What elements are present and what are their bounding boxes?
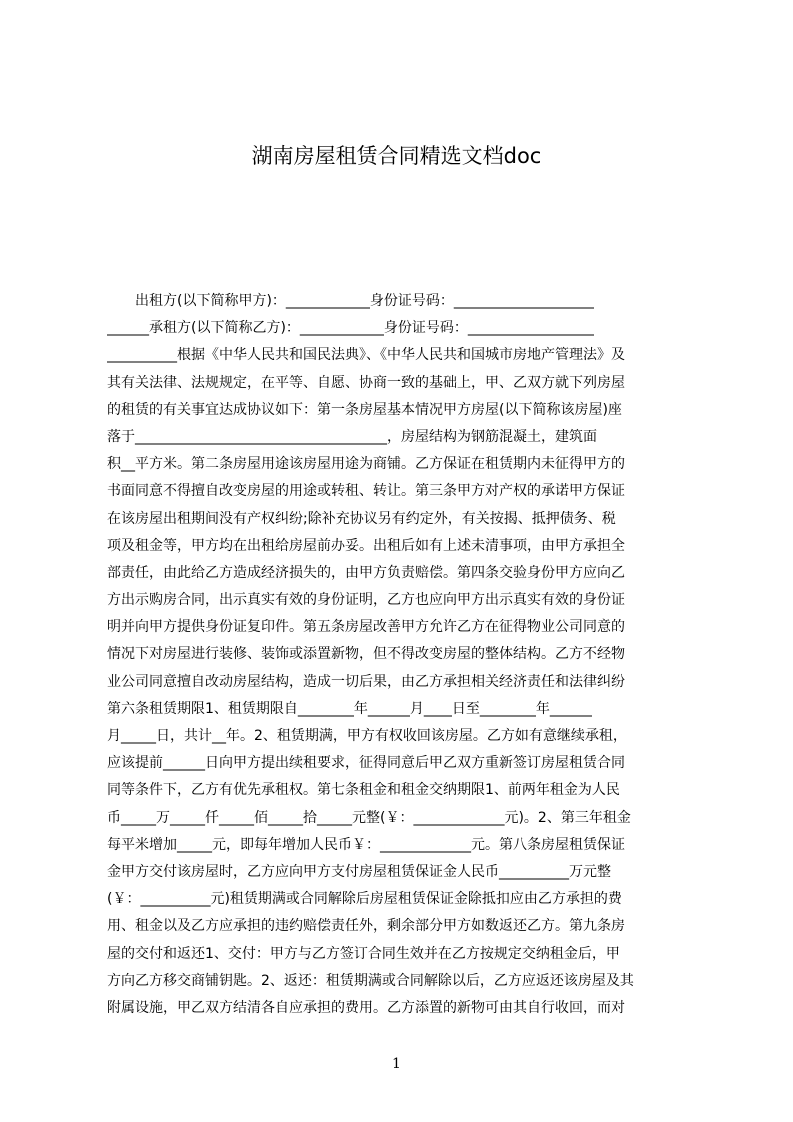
text-line: 落于____________________________________，房屋结构为钢筋混凝土，建筑面 [107,428,597,445]
text-line: 每平米增加_____元，即每年增加人民币￥：_____________元。第八条房屋租赁保证 [107,836,625,853]
text-line: 在该房屋出租期间没有产权纠纷;除补充协议另有约定外，有关按揭、抵押债务、税 [107,510,616,527]
text-line: 方向乙方移交商铺钥匙。2、返还：租赁期满或合同解除以后，乙方应返还该房屋及其 [107,972,634,989]
text-line: 出租方(以下简称甲方)：____________身份证号码：____________________ [107,293,594,309]
text-line: 项及租金等，甲方均在出租给房屋前办妥。出租后如有上述未清事项，由甲方承担全 [107,537,625,554]
text-line: 其有关法律、法规规定，在平等、自愿、协商一致的基础上，甲、乙双方就下列房屋 [107,374,625,391]
text-line: 附属设施，甲乙双方结清各自应承担的费用。乙方添置的新物可由其自行收回，而对 [107,999,625,1016]
text-line: 的租赁的有关事宜达成协议如下：第一条房屋基本情况甲方房屋(以下简称该房屋)座 [107,401,622,418]
text-line: ______承租方(以下简称乙方)：____________身份证号码：__________________ [107,320,594,337]
text-line: 情况下对房屋进行装修、装饰或添置新物，但不得改变房屋的整体结构。乙方不经物 [107,646,625,663]
document-title: 湖南房屋租赁合同精选文档doc [251,144,542,168]
text-line: 用、租金以及乙方应承担的违约赔偿责任外，剩余部分甲方如数返还乙方。第九条房 [107,918,625,935]
text-line: 同等条件下，乙方有优先承租权。第七条租金和租金交纳期限1、前两年租金为人民 [107,782,620,799]
text-line: 积__平方米。第二条房屋用途该房屋用途为商铺。乙方保证在租赁期内未征得甲方的 [107,456,625,473]
text-line: 部责任，由此给乙方造成经济损失的，由甲方负责赔偿。第四条交验身份甲方应向乙 [107,564,625,581]
text-line: 明并向甲方提供身份证复印件。第五条房屋改善甲方允许乙方在征得物业公司同意的 [107,619,625,636]
text-line: 书面同意不得擅自改变房屋的用途或转租、转让。第三条甲方对产权的承诺甲方保证 [107,483,625,500]
text-line: 屋的交付和返还1、交付：甲方与乙方签订合同生效并在乙方按规定交纳租金后，甲 [107,945,620,962]
text-line: 月_____日，共计__年。2、租赁期满，甲方有权收回该房屋。乙方如有意继续承租， [107,728,627,744]
text-line: 应该提前______日向甲方提出续租要求，征得同意后甲乙双方重新签订房屋租赁合同 [107,755,625,772]
page-number: 1 [392,1056,401,1072]
text-line: 业公司同意擅自改动房屋结构，造成一切后果，由乙方承担相关经济责任和法律纠纷 [107,673,625,690]
text-line: 币_____万_____仟_____佰_____拾_____元整(￥：_____________元)。2、第三年租金 [107,809,631,826]
document-body [107,288,698,1028]
text-line: 第六条租赁期限1、租赁期限自________年______月____日至________年______ [107,700,592,717]
text-line: __________根据《中华人民共和国民法典》、《中华人民共和国城市房地产管理法》及 [107,347,625,364]
text-line: 方出示购房合同，出示真实有效的身份证明，乙方也应向甲方出示真实有效的身份证 [107,592,625,609]
text-line: (￥：__________元)租赁期满或合同解除后房屋租赁保证金除抵扣应由乙方承担的费 [107,891,622,908]
text-line: 金甲方交付该房屋时，乙方应向甲方支付房屋租赁保证金人民币__________万元整 [107,863,611,880]
